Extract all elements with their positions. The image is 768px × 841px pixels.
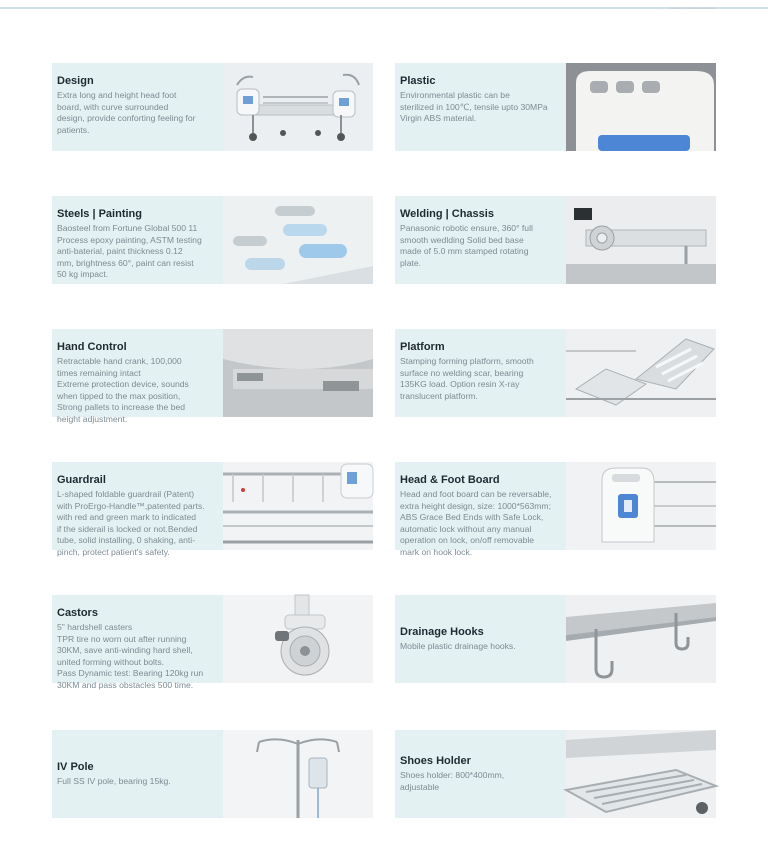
chassis-image xyxy=(566,196,716,284)
feature-description: Retractable hand crank, 100,000 times remaining intact Extreme protection device, sounds when tipped to the max position, Strong pallets to increase the bed height adjustment. xyxy=(57,356,189,424)
header-text: ━━━━━━━━ xyxy=(669,4,716,13)
feature-card-drainage-hooks xyxy=(395,595,716,683)
feature-card-design xyxy=(52,63,373,151)
feature-card-steels-painting xyxy=(52,196,373,284)
feature-title: Platform xyxy=(400,341,445,353)
feature-description: L-shaped foldable guardrail (Patent) with ProErgo-Handle™,patented parts. with red and green mark to indicated if the siderail is locked or not.Bended tube, solid installing, 0 shaking, anti- pinch, protect patient's safety. xyxy=(57,489,205,557)
feature-title: Design xyxy=(57,75,94,87)
feature-title: Shoes Holder xyxy=(400,755,471,767)
feature-description: Full SS IV pole, bearing 15kg. xyxy=(57,775,171,786)
castor-image xyxy=(223,595,373,683)
feature-card-iv-pole xyxy=(52,730,373,818)
feature-description: Stamping forming platform, smooth surface no welding scar, bearing 135KG load. Option resin X-ray translucent platform. xyxy=(400,356,534,401)
feature-title: Plastic xyxy=(400,75,436,87)
feature-card-shoes-holder xyxy=(395,730,716,818)
feature-title: Welding | Chassis xyxy=(400,208,494,220)
shoes-holder-image xyxy=(566,730,716,818)
feature-title: Castors xyxy=(57,607,98,619)
drainage-hook-image xyxy=(566,595,716,683)
feature-description: Panasonic robotic ensure, 360° full smooth wedlding Solid bed base made of 5.0 mm stamped rotating plate. xyxy=(400,223,533,268)
feature-description: Head and foot board can be reversable, extra height design, size: 1000*563mm; ABS Grace Bed Ends with Safe Lock, automatic lock without any manual operation on lock, on/off removable mark on hook lock. xyxy=(400,489,552,557)
feature-description: Shoes holder: 800*400mm, adjustable xyxy=(400,770,505,792)
hand-crank-image xyxy=(223,329,373,417)
feature-card-hand-control xyxy=(52,329,373,424)
feature-description: Baosteel from Fortune Global 500 11 Process epoxy painting, ASTM testing anti-baterial, paint thickness 0.12 mm, brightness 60°, paint can resist 50 kg impact. xyxy=(57,223,202,279)
feature-title: Guardrail xyxy=(57,474,106,486)
header-rule xyxy=(0,4,768,13)
feature-card-welding-chassis xyxy=(395,196,716,284)
feature-card-guardrail xyxy=(52,462,373,557)
feature-title: Steels | Painting xyxy=(57,208,142,220)
feature-description: Environmental plastic can be sterilized in 100℃, tensile upto 30MPa Virgin ABS material. xyxy=(400,90,548,123)
feature-description: Extra long and height head foot board, with curve surrounded design, provide conforting feeling for patients. xyxy=(57,90,196,135)
feature-title: Hand Control xyxy=(57,341,127,353)
feature-card-head-foot-board xyxy=(395,462,716,557)
feature-title: Drainage Hooks xyxy=(400,625,484,638)
feature-card-platform xyxy=(395,329,716,417)
feature-description: Mobile plastic drainage hooks. xyxy=(400,640,516,651)
feature-title: Head & Foot Board xyxy=(400,474,500,486)
steel-panel-image xyxy=(223,196,373,284)
feature-description: 5" hardshell casters TPR tire no worn out after running 30KM, save anti-winding hard shell, united forming without bolts. Pass Dynamic test: Bearing 120kg run 30KM and pass obstacles 500 time. xyxy=(57,622,204,690)
head-foot-board-image xyxy=(566,462,716,550)
bed-overview-image xyxy=(223,63,373,151)
feature-card-castors xyxy=(52,595,373,690)
feature-card-plastic xyxy=(395,63,716,151)
plastic-headboard-image xyxy=(566,63,716,151)
platform-image xyxy=(566,329,716,417)
guardrail-image xyxy=(223,462,373,550)
feature-title: IV Pole xyxy=(57,760,94,773)
iv-pole-image xyxy=(223,730,373,818)
